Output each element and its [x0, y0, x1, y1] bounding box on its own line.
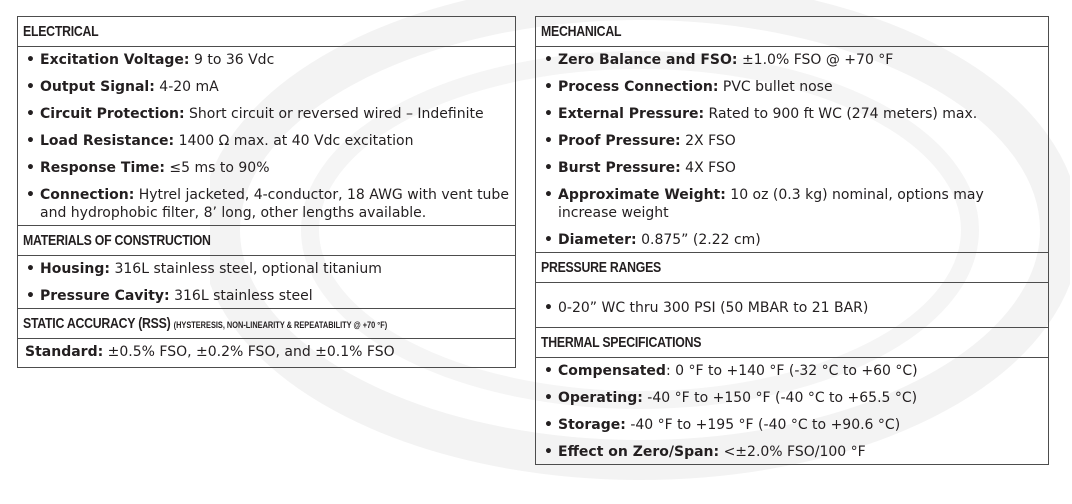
spec-value: ±1.0% FSO @ +70 °F — [737, 52, 894, 68]
spec-value: -40 °F to +150 °F (-40 °C to +65.5 °C) — [642, 390, 918, 406]
spec-value: Hytrel jacketed, 4-conductor, 18 AWG with vent tube and hydrophobic filter, 8’ long, other lengths available. — [40, 187, 509, 221]
spec-value: 316L stainless steel — [169, 288, 313, 304]
spec-item — [543, 443, 1042, 461]
spec-item — [25, 51, 509, 69]
accuracy-heading — [23, 315, 387, 334]
spec-item — [25, 132, 509, 150]
bullet-icon: • — [26, 106, 35, 122]
spec-label: Operating: — [558, 390, 643, 406]
spec-value: 1400 Ω max. at 40 Vdc excitation — [174, 133, 414, 149]
spec-label: Load Resistance: — [40, 133, 175, 149]
spec-label: Zero Balance and FSO: — [558, 52, 738, 68]
bullet-icon: • — [544, 79, 553, 95]
spec-item — [543, 105, 1042, 123]
spec-item — [543, 186, 1042, 222]
electrical-table — [17, 16, 516, 368]
spec-value: 4-20 mA — [154, 79, 219, 95]
spec-label: Circuit Protection: — [40, 106, 185, 122]
accuracy-subtitle: (HYSTERESIS, NON-LINEARITY & REPEATABILITY @ +70 °F) — [173, 320, 388, 330]
bullet-icon: • — [26, 160, 35, 176]
right-column — [535, 16, 1049, 465]
bullet-icon: • — [26, 288, 35, 304]
bullet-icon: • — [26, 133, 35, 149]
bullet-icon: • — [544, 417, 553, 433]
spec-item — [25, 78, 509, 96]
spec-value: 2X FSO — [680, 133, 736, 149]
spec-label: Proof Pressure: — [558, 133, 681, 149]
spec-value: PVC bullet nose — [718, 79, 833, 95]
pressure-heading: PRESSURE RANGES — [541, 259, 662, 276]
spec-value: 9 to 36 Vdc — [189, 52, 275, 68]
materials-list — [18, 256, 515, 308]
bullet-icon: • — [544, 52, 553, 68]
bullet-icon: • — [544, 133, 553, 149]
spec-label: Storage: — [558, 417, 626, 433]
bullet-icon: • — [26, 187, 35, 203]
spec-value: 316L stainless steel, optional titanium — [110, 261, 382, 277]
spec-value: Short circuit or reversed wired – Indefinite — [184, 106, 484, 122]
spec-item — [25, 287, 509, 305]
accuracy-label: Standard: — [25, 344, 104, 360]
spec-value: 0.875” (2.22 cm) — [636, 232, 761, 248]
spec-item — [543, 389, 1042, 407]
materials-heading: MATERIALS OF CONSTRUCTION — [23, 232, 211, 249]
spec-item — [543, 159, 1042, 177]
spec-item — [25, 186, 509, 222]
spec-item — [543, 362, 1042, 380]
spec-label: Process Connection: — [558, 79, 719, 95]
bullet-icon: • — [544, 300, 553, 316]
bullet-icon: • — [26, 261, 35, 277]
mechanical-heading: MECHANICAL — [541, 23, 622, 40]
bullet-icon: • — [544, 444, 553, 460]
bullet-icon: • — [544, 232, 553, 248]
spec-label: Response Time: — [40, 160, 165, 176]
spec-value: Rated to 900 ft WC (274 meters) max. — [704, 106, 978, 122]
bullet-icon: • — [26, 79, 35, 95]
spec-label: Output Signal: — [40, 79, 155, 95]
spec-label: Pressure Cavity: — [40, 288, 170, 304]
accuracy-title: STATIC ACCURACY (RSS) — [23, 315, 171, 332]
mechanical-table — [535, 16, 1049, 465]
spec-value: 0-20” WC thru 300 PSI (50 MBAR to 21 BAR) — [558, 300, 869, 316]
spec-label: Connection: — [40, 187, 135, 203]
electrical-list — [18, 47, 515, 225]
spec-value: ≤5 ms to 90% — [164, 160, 270, 176]
thermal-heading: THERMAL SPECIFICATIONS — [541, 334, 702, 351]
spec-item — [543, 299, 1041, 317]
bullet-icon: • — [26, 52, 35, 68]
spec-value: -40 °F to +195 °F (-40 °C to +90.6 °C) — [625, 417, 901, 433]
bullet-icon: • — [544, 160, 553, 176]
accuracy-row — [18, 339, 516, 368]
thermal-list — [536, 358, 1048, 464]
spec-value: 4X FSO — [680, 160, 736, 176]
spec-item — [25, 105, 509, 123]
spec-label: Compensated — [558, 363, 666, 379]
spec-value: <±2.0% FSO/100 °F — [719, 444, 866, 460]
spec-value: 10 oz (0.3 kg) nominal, options may increase weight — [558, 187, 984, 221]
spec-item — [543, 132, 1042, 150]
spec-label: External Pressure: — [558, 106, 705, 122]
spec-item — [543, 78, 1042, 96]
spec-item — [25, 159, 509, 177]
electrical-heading: ELECTRICAL — [23, 23, 99, 40]
spec-label: Effect on Zero/Span: — [558, 444, 720, 460]
spec-label: Approximate Weight: — [558, 187, 726, 203]
spec-label: Housing: — [40, 261, 111, 277]
mechanical-list — [536, 47, 1048, 252]
spec-item — [543, 231, 1042, 249]
accuracy-value: ±0.5% FSO, ±0.2% FSO, and ±0.1% FSO — [103, 344, 395, 360]
spec-item — [25, 260, 509, 278]
bullet-icon: • — [544, 363, 553, 379]
spec-item — [543, 51, 1042, 69]
bullet-icon: • — [544, 187, 553, 203]
spec-item — [543, 416, 1042, 434]
bullet-icon: • — [544, 390, 553, 406]
spec-label: Diameter: — [558, 232, 637, 248]
spec-label: Excitation Voltage: — [40, 52, 190, 68]
bullet-icon: • — [544, 106, 553, 122]
pressure-list — [543, 299, 1041, 317]
left-column — [17, 16, 516, 368]
spec-value: : 0 °F to +140 °F (-32 °C to +60 °C) — [665, 363, 918, 379]
spec-label: Burst Pressure: — [558, 160, 681, 176]
